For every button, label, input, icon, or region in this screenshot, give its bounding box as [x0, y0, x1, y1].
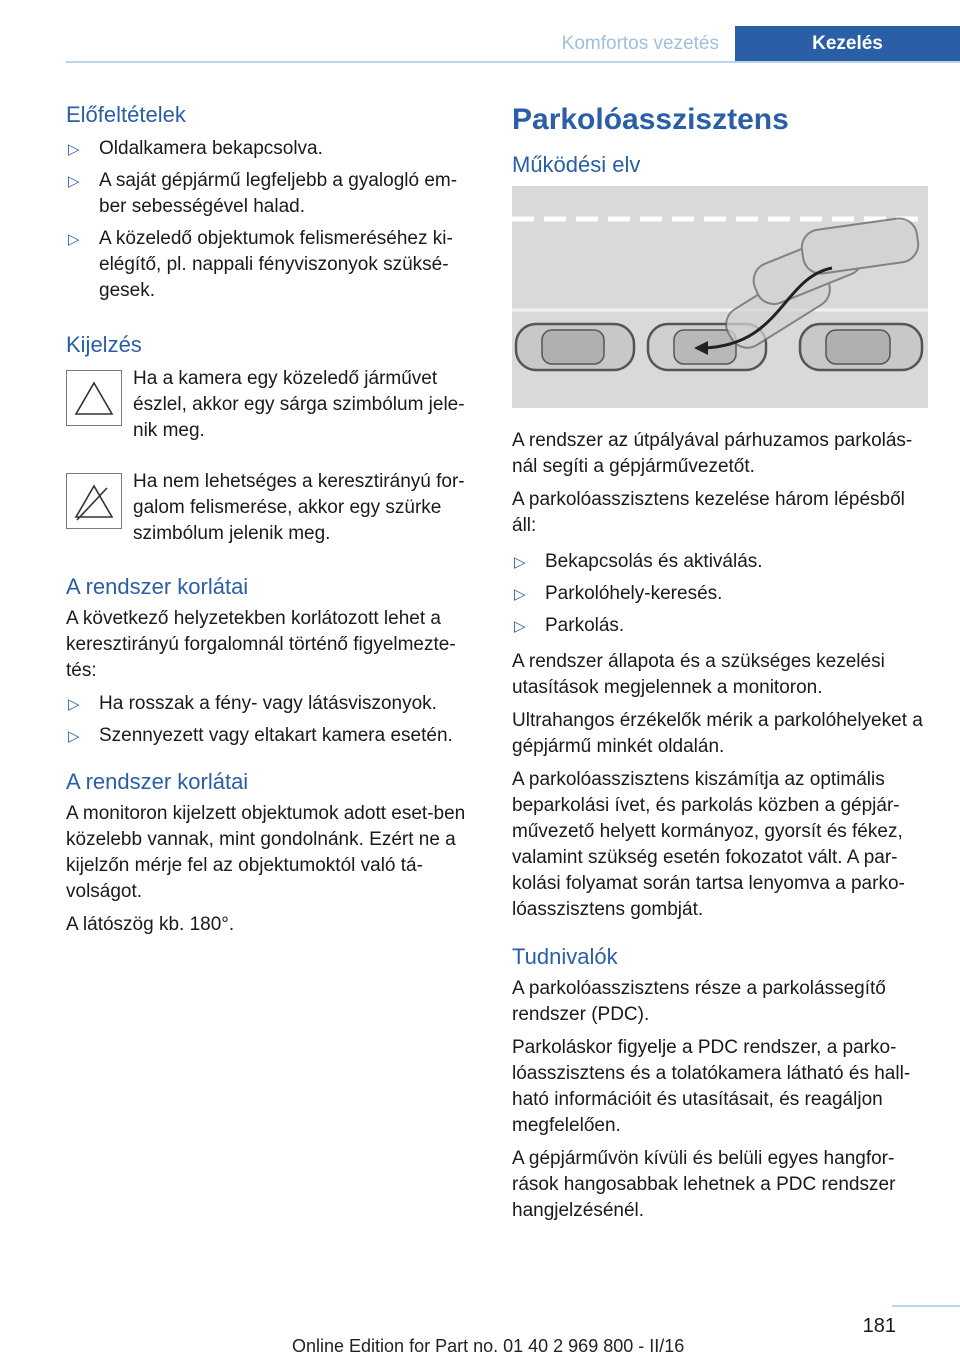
list-item: ▷ A saját gépjármű legfeljebb a gyalogló em-ber sebességével halad. [68, 170, 458, 217]
list-item: ▷ Parkolóhely-keresés. [512, 581, 928, 607]
list-item: ▷ Szennyezett vagy eltakart kamera esetén. [66, 723, 476, 749]
gray-symbol-row [66, 469, 476, 554]
calculation-paragraph: A parkolóasszisztens kiszámítja az optimális beparkolási ívet, és parkolás közben a gépjár-művezető helyett kormányoz, gyorsít és fékez, valamint szükség esetén fokozatot vált. A par-kolási folyamat során tartsa lenyomva a parko-lóasszisztens gombját. [512, 769, 905, 920]
status-paragraph: A rendszer állapota és a szükséges kezelési utasítások megjelennek a monitoron. [512, 651, 885, 698]
page-number: 181 [862, 1315, 896, 1337]
angle-text: A látószög kb. 180°. [66, 914, 235, 935]
triangle-bullet-icon: ▷ [68, 728, 80, 745]
gray-symbol-text: Ha nem lehetséges a keresztirányú for-galom felismerése, akkor egy szürke szimbólum jelenik meg. [133, 471, 465, 544]
note-2: Parkoláskor figyelje a PDC rendszer, a parko-lóasszisztens és a tolatókamera látható és hall-ható információit és utasításait, és reagáljon megfelelően. [512, 1037, 911, 1136]
yellow-symbol-text: Ha a kamera egy közeledő járművet észlel, akkor egy sárga szimbólum jele-nik meg. [133, 368, 465, 441]
note-1: A parkolóasszisztens része a parkolássegítő rendszer (PDC). [512, 978, 886, 1025]
header-section-label: Komfortos vezetés [561, 33, 719, 54]
list-item: ▷ Ha rosszak a fény- vagy látásviszonyok. [66, 691, 476, 717]
list-item: ▷ Oldalkamera bekapcsolva. [66, 136, 476, 162]
right-column [512, 100, 928, 1231]
notes-heading: Tudnivalók [512, 944, 618, 969]
triangle-bullet-icon: ▷ [514, 586, 526, 603]
parking-illustration [512, 186, 928, 408]
limits-text-1: A következő helyzetekben korlátozott lehet a keresztirányú forgalomnál történő figyelmezte-tés: [66, 608, 456, 681]
header-chapter-tab: Kezelés [735, 26, 960, 61]
warning-triangle-crossed-icon [66, 473, 122, 529]
triangle-bullet-icon: ▷ [68, 173, 80, 190]
warning-triangle-icon [66, 370, 122, 426]
limits-list [66, 691, 476, 749]
list-item: ▷ A közeledő objektumok felismeréséhez ki-elégítő, pl. nappali fényviszonyok szüksé-gesek. [68, 228, 453, 301]
limits-text-2: A monitoron kijelzett objektumok adott eset-ben közelebb vannak, mint gondolnánk. Ezért ne a kijelzőn mérje fel az objektumoktól való tá-volságot. [66, 803, 466, 902]
display-heading: Kijelzés [66, 332, 142, 357]
yellow-symbol-row [66, 366, 476, 451]
parked-car-left [516, 324, 634, 370]
triangle-bullet-icon: ▷ [68, 231, 80, 248]
footer-rule [892, 1305, 960, 1307]
list-item: ▷ Parkolás. [512, 613, 928, 639]
triangle-bullet-icon: ▷ [514, 618, 526, 635]
page-title: Parkolóasszisztens [512, 103, 789, 136]
prereq-list [66, 136, 476, 304]
parked-car-right [800, 324, 922, 370]
list-item: ▷ Bekapcsolás és aktiválás. [512, 549, 928, 575]
edition-footer: Online Edition for Part no. 01 40 2 969 800 - II/16 [292, 1336, 685, 1356]
steps-intro: A parkolóasszisztens kezelése három lépésből áll: [512, 489, 905, 536]
triangle-bullet-icon: ▷ [68, 141, 80, 158]
triangle-bullet-icon: ▷ [68, 696, 80, 713]
left-column [66, 100, 476, 945]
triangle-bullet-icon: ▷ [514, 554, 526, 571]
steps-list [512, 549, 928, 639]
prereq-heading: Előfeltételek [66, 102, 186, 127]
sensor-paragraph: Ultrahangos érzékelők mérik a parkolóhelyeket a gépjármű minkét oldalán. [512, 710, 923, 757]
header-rule [66, 61, 960, 63]
limits-heading-2: A rendszer korlátai [66, 769, 249, 794]
limits-heading-1: A rendszer korlátai [66, 574, 249, 599]
principle-heading: Működési elv [512, 152, 641, 177]
intro-paragraph: A rendszer az útpályával párhuzamos parkolás-nál segíti a gépjárművezetőt. [512, 430, 913, 477]
note-3: A gépjárművön kívüli és belüli egyes hangfor-rások hangosabbak lehetnek a PDC rendszer hangjelzésénél. [512, 1148, 896, 1221]
